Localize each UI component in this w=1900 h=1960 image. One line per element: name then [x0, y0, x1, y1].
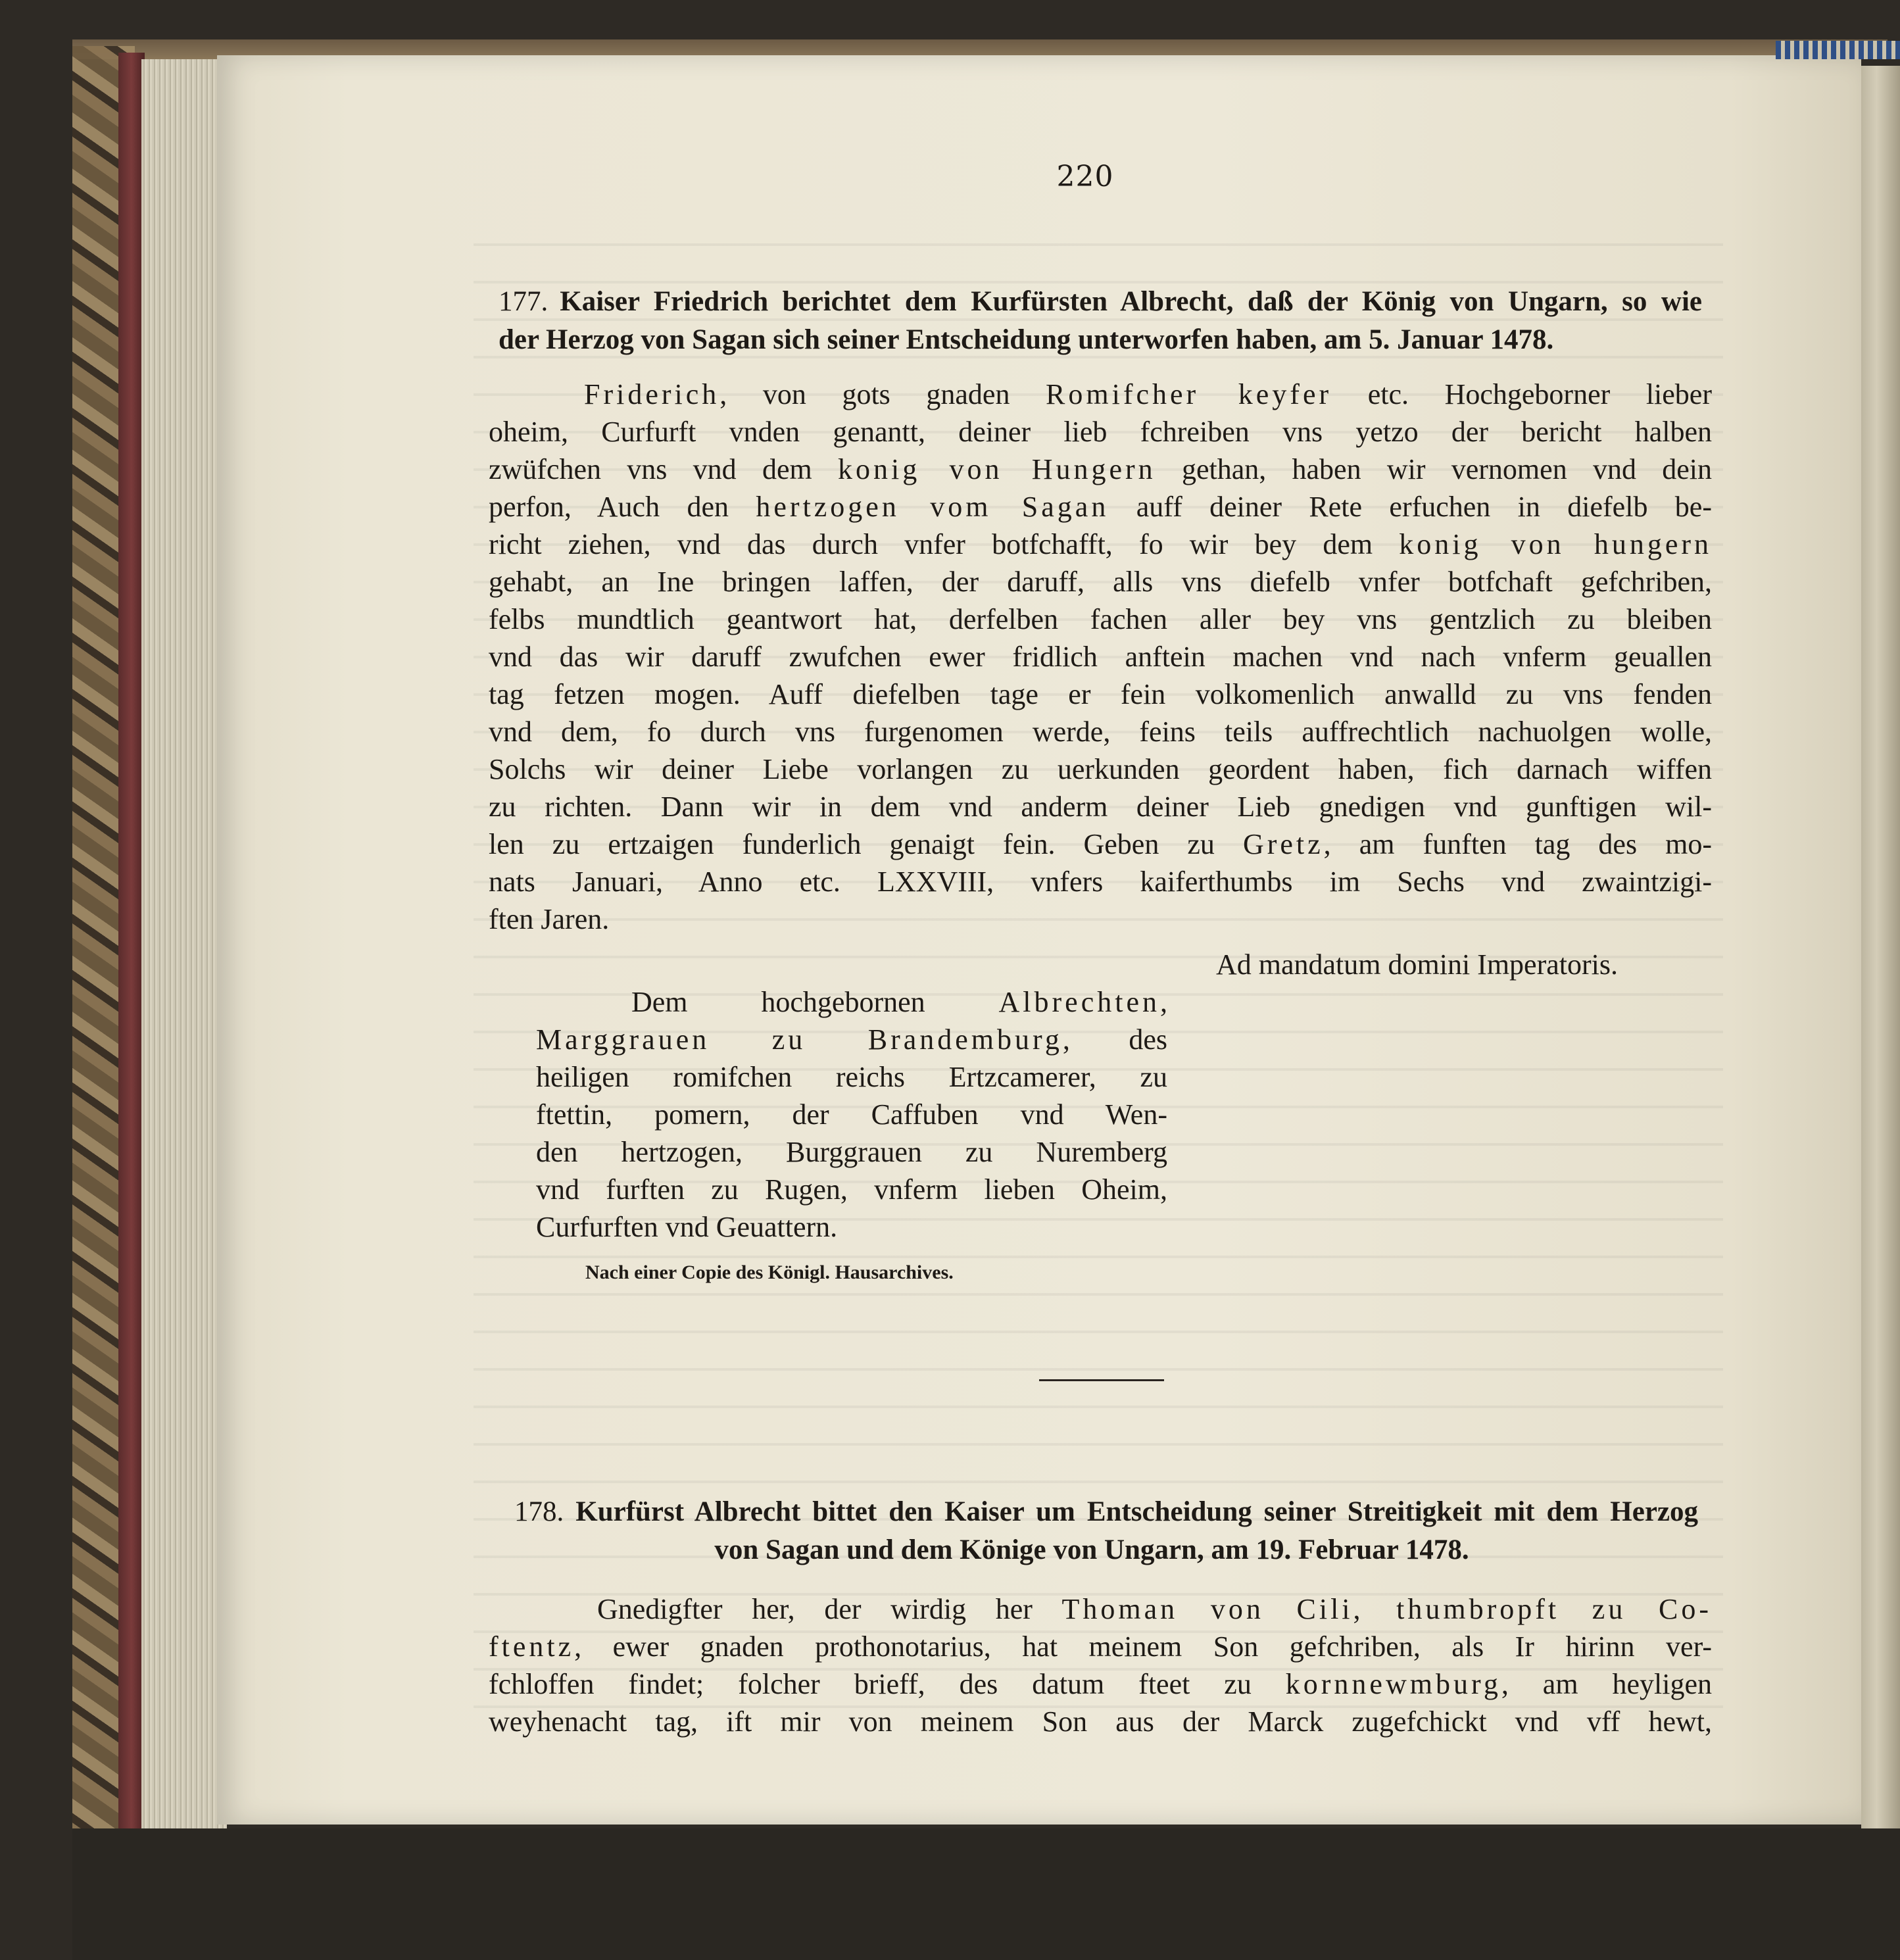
- doc177-heading: [499, 283, 1702, 321]
- doc177-body-line: oheim, Curfurft vnden genantt, deiner lieb fchreiben vns yetzo der bericht halben: [489, 416, 1712, 448]
- doc177-body-line: felbs mundtlich geantwort hat, derfelben fachen aller bey vns gentzlich zu bleiben: [489, 603, 1712, 635]
- doc177-heading-2: [499, 321, 1702, 359]
- doc177-body-line: zu richten. Dann wir in dem vnd anderm deiner Lieb gnedigen vnd gunftigen wil-: [489, 791, 1712, 823]
- doc177-body-line: vnd das wir daruff zwufchen ewer fridlich anftein machen vnd nach vnferm geuallen: [489, 641, 1712, 673]
- doc177-heading-line2: der Herzog von Sagan sich seiner Entscheidung unterworfen haben, am 5. Januar 1478.: [499, 324, 1554, 355]
- doc177-body-line: Solchs wir deiner Liebe vorlangen zu uerkunden geordent haben, fich darnach wiffen: [489, 753, 1712, 785]
- page-number: 220: [1056, 160, 1114, 193]
- doc177-body-line: tag fetzen mogen. Auff diefelben tage er fein volkomenlich anwalld zu vns fenden: [489, 678, 1712, 710]
- doc178-body-line: fchloffen findet; folcher brieff, des datum fteet zu kornnewmburg, am heyligen: [489, 1668, 1713, 1700]
- doc178-heading-2: [645, 1531, 1539, 1569]
- doc178-number: 178.: [514, 1496, 564, 1527]
- doc177-heading-line1: [499, 283, 1702, 321]
- doc177-address-line: den hertzogen, Burggrauen zu Nuremberg: [536, 1136, 1167, 1168]
- doc177-body-line: zwüfchen vns vnd dem konig von Hungern gethan, haben wir vernomen vnd dein: [489, 453, 1712, 485]
- doc177-address-line: vnd furften zu Rugen, vnferm lieben Oheim,: [536, 1173, 1167, 1206]
- section-divider-rule: [1039, 1379, 1164, 1381]
- doc177-body-line: gehabt, an Ine bringen laffen, der daruff, alls vns diefelb vnfer botfchaft gefchriben,: [489, 566, 1712, 598]
- doc177-number: 177.: [499, 286, 548, 317]
- doc177-heading-text1: Kaiser Friedrich berichtet dem Kurfürsten Albrecht, daß der König von Ungarn, so wie: [560, 286, 1702, 317]
- doc178-heading-text1: Kurfürst Albrecht bittet den Kaiser um Entscheidung seiner Streitigkeit mit dem Herzog: [575, 1496, 1698, 1527]
- doc177-body-line: ften Jaren.: [489, 903, 610, 935]
- doc178-body-line: ftentz, ewer gnaden prothonotarius, hat meinem Son gefchriben, als Ir hirinn ver-: [489, 1630, 1712, 1663]
- doc177-body-line: richt ziehen, vnd das durch vnfer botfchafft, fo wir bey dem konig von hungern: [489, 528, 1712, 560]
- doc177-body-line: vnd dem, fo durch vns furgenomen werde, feins teils auffrechtlich nachuolgen wolle,: [489, 716, 1712, 748]
- doc177-address-line: ftettin, pomern, der Caffuben vnd Wen-: [536, 1098, 1167, 1131]
- doc177-address-line: heiligen romifchen reichs Ertzcamerer, zu: [536, 1061, 1167, 1093]
- doc178-body-line: Gnedigfter her, der wirdig her Thoman von Cili, thumbropft zu Co-: [597, 1593, 1712, 1625]
- doc177-address-line: Curfurften vnd Geuattern.: [536, 1211, 838, 1243]
- doc177-body-line: len zu ertzaigen funderlich genaigt fein. Geben zu Gretz, am funften tag des mo-: [489, 828, 1712, 860]
- doc177-body-line: perfon, Auch den hertzogen vom Sagan auff deiner Rete erfuchen in diefelb be-: [489, 491, 1712, 523]
- doc177-source-note: Nach einer Copie des Königl. Hausarchives.: [585, 1262, 954, 1283]
- doc177-body-line: Friderich, von gots gnaden Romifcher keyfer etc. Hochgeborner lieber: [584, 378, 1712, 410]
- doc177-body-line: nats Januari, Anno etc. LXXVIII, vnfers kaiferthumbs im Sechs vnd zwaintzigi-: [489, 866, 1712, 898]
- doc177-signature: Ad mandatum domini Imperatoris.: [1216, 948, 1618, 981]
- doc178-heading: [514, 1493, 1698, 1531]
- doc178-heading-line1: [514, 1493, 1698, 1531]
- doc178-body-line: weyhenacht tag, ift mir von meinem Son aus der Marck zugefchickt vnd vff hewt,: [489, 1705, 1712, 1738]
- doc178-heading-line2: von Sagan und dem Könige von Ungarn, am 19. Februar 1478.: [714, 1534, 1469, 1565]
- doc177-address-line: Marggrauen zu Brandemburg, des: [536, 1023, 1167, 1056]
- doc177-address-line: Dem hochgebornen Albrechten,: [631, 986, 1167, 1018]
